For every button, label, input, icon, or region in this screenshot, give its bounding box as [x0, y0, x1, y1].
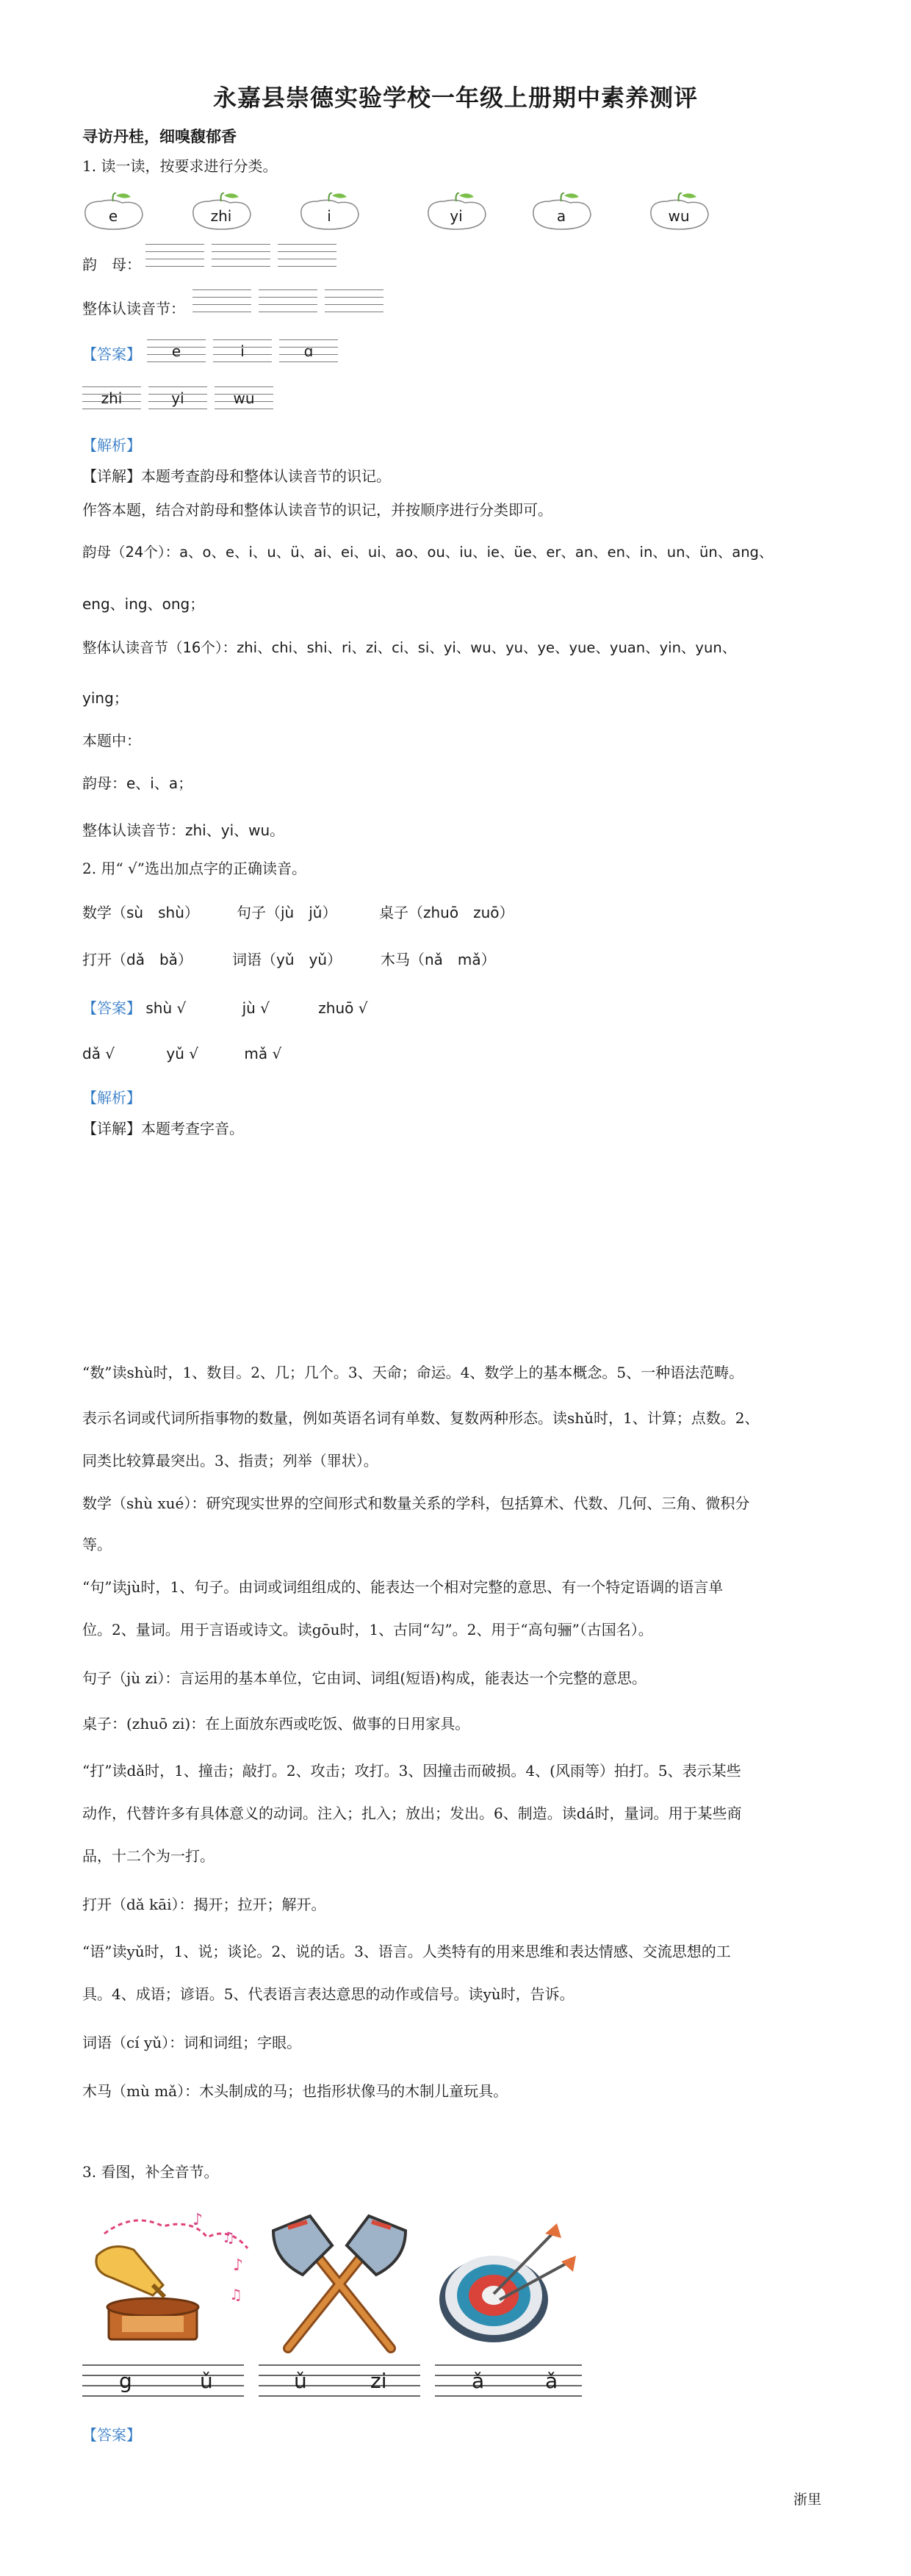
pinyin-letter: ǎ: [472, 2369, 485, 2393]
pinyin-blank[interactable]: [212, 244, 270, 266]
apple-label: a: [556, 207, 566, 225]
pinyin-letter: ǔ: [200, 2369, 213, 2393]
pinyin-blank[interactable]: [145, 244, 204, 266]
answer-line: [82, 998, 367, 1018]
gramophone-picture: [82, 2204, 259, 2351]
q2-option[interactable]: 词语（yǔ yǔ）: [232, 951, 342, 968]
explanation-line: 品，十二个为一打。: [82, 1847, 215, 1865]
answer-value: yǔ √: [166, 1045, 199, 1062]
explanation-line: 本题中：: [82, 732, 141, 749]
explanation-line: 打开（dǎ kāi）：揭开；拉开；解开。: [82, 1896, 326, 1913]
answer-tag: 【答案】: [82, 345, 141, 363]
q1-prompt: 1. 读一读，按要求进行分类。: [82, 157, 278, 175]
pinyin-blank[interactable]: [278, 244, 336, 266]
answer-pinyin: wu: [233, 389, 255, 407]
explanation-line: 整体认读音节（16个）：zhi、chi、shi、ri、zi、ci、si、yi、wu、yu、ye、yue、yuan、yin、yun、: [82, 639, 737, 656]
pinyin-letter: zi: [370, 2369, 387, 2393]
label-yunmu: 韵 母：: [82, 256, 141, 273]
q2-option[interactable]: 桌子（zhuō zuō）: [379, 904, 514, 921]
apple-label: zhi: [210, 207, 232, 225]
svg-text:♫: ♫: [229, 2286, 242, 2303]
explanation-line: “数”读shù时，1、数目。2、几；几个。3、天命；命运。4、数学上的基本概念。5、一种语法范畴。: [82, 1364, 744, 1381]
explanation-line: 词语（cí yǔ）：词和词组；字眼。: [82, 2034, 302, 2051]
explanation-line: 表示名词或代词所指事物的数量，例如英语名词有单数、复数两种形态。读shǔ时，1、计算；点数。2、: [82, 1409, 760, 1427]
apple-card: [79, 193, 147, 232]
apple-card: [422, 193, 490, 232]
apple-card: [527, 193, 595, 232]
explanation-line: 句子（jù zi）：言运用的基本单位，它由词、词组(短语)构成，能表达一个完整的意思。: [82, 1669, 647, 1687]
answer-pinyin: zhi: [101, 389, 123, 407]
apple-label: yi: [450, 207, 463, 225]
detail-tag: 【详解】: [82, 1120, 141, 1137]
svg-text:♪: ♪: [233, 2256, 244, 2275]
answer-pinyin: ɑ: [303, 342, 314, 360]
pinyin-letter: ǔ: [294, 2369, 307, 2393]
explanation-line: 等。: [82, 1536, 112, 1553]
explanation-line: 木马（mù mǎ）：木头制成的马；也指形状像马的木制儿童玩具。: [82, 2082, 508, 2100]
apple-card: [645, 193, 713, 232]
analysis-tag: 【解析】: [82, 1089, 141, 1107]
detail-line: [82, 466, 391, 486]
page-title: 永嘉县崇德实验学校一年级上册期中素养测评: [212, 84, 698, 112]
explanation-line: 数学（shù xué）：研究现实世界的空间形式和数量关系的学科，包括算术、代数、几何、三角、微积分: [82, 1494, 750, 1512]
answer-grid[interactable]: [259, 2364, 420, 2395]
answer-grid: [147, 339, 206, 361]
detail-line: [82, 1118, 244, 1139]
analysis-tag: 【解析】: [82, 436, 141, 454]
answer-grid: [148, 386, 207, 409]
answer-value: shù √: [145, 999, 187, 1017]
svg-text:♪: ♪: [192, 2211, 204, 2229]
apple-card: [187, 193, 255, 232]
answer-line: [82, 1043, 281, 1064]
answer-grid: [213, 339, 272, 361]
pinyin-letter: g: [119, 2369, 132, 2393]
q2-prompt: 2. 用“ √”选出加点字的正确读音。: [82, 860, 306, 877]
explanation-line: eng、ing、ong；: [82, 595, 205, 613]
answer-pinyin: yi: [171, 389, 184, 407]
answer-grid: [82, 386, 141, 409]
answer-value: mǎ √: [244, 1045, 282, 1062]
pinyin-blank[interactable]: [192, 289, 251, 312]
section-heading: 寻访丹桂，细嗅馥郁香: [82, 127, 237, 145]
apple-label: i: [327, 207, 331, 225]
q2-option[interactable]: 打开（dǎ bǎ）: [82, 951, 192, 968]
explanation-line: 韵母：e、i、a；: [82, 774, 193, 792]
answer-pinyin: e: [171, 342, 181, 360]
answer-grid: [215, 386, 273, 409]
archery-target-picture: [428, 2204, 582, 2351]
pinyin-blank[interactable]: [325, 289, 384, 312]
crossed-axes-picture: [259, 2209, 420, 2356]
apple-label: e: [108, 207, 118, 225]
answer-tag: 【答案】: [82, 999, 141, 1017]
answer-value: zhuō √: [318, 999, 368, 1017]
explanation-line: 韵母（24个）：a、o、e、i、u、ü、ai、ei、ui、ao、ou、iu、ie、üe、er、an、en、in、un、ün、ang、: [82, 544, 774, 561]
footer-mark: 浙里: [793, 2492, 822, 2508]
explanation-line: “语”读yǔ时，1、说；谈论。2、说的话。3、语言。人类特有的用来思维和表达情感、交流思想的工: [82, 1943, 731, 1960]
answer-value: jù √: [242, 999, 270, 1017]
explanation-line: 桌子：(zhuō zi)：在上面放东西或吃饭、做事的日用家具。: [82, 1715, 470, 1733]
detail-text: 本题考查字音。: [141, 1120, 244, 1137]
answer-grid[interactable]: [82, 2364, 244, 2395]
q2-option[interactable]: 木马（nǎ mǎ）: [381, 951, 496, 968]
answer-grid[interactable]: [435, 2364, 582, 2395]
answer-grid: [279, 339, 338, 361]
q3-prompt: 3. 看图，补全音节。: [82, 2163, 219, 2181]
svg-text:♫: ♫: [222, 2228, 235, 2246]
detail-tag: 【详解】: [82, 467, 141, 485]
explanation-line: 位。2、量词。用于言语或诗文。读gōu时，1、古同“勾”。2、用于“高句骊”（古国名）。: [82, 1621, 653, 1638]
explanation-line: 动作，代替许多有具体意义的动词。注入；扎入；放出；发出。6、制造。读dá时，量词。用于某些商: [82, 1805, 742, 1822]
explanation-line: “句”读jù时，1、句子。由词或词组组成的、能表达一个相对完整的意思、有一个特定语调的语言单: [82, 1578, 724, 1596]
explanation-line: 作答本题，结合对韵母和整体认读音节的识记，并按顺序进行分类即可。: [82, 501, 552, 519]
explanation-line: 具。4、成语；谚语。5、代表语言表达意思的动作或信号。读yù时，告诉。: [82, 1985, 575, 2003]
pinyin-blank[interactable]: [259, 289, 317, 312]
answer-tag: 【答案】: [82, 2426, 141, 2444]
label-zhengti: 整体认读音节：: [82, 300, 185, 317]
pinyin-letter: ǎ: [545, 2369, 558, 2393]
explanation-line: “打”读dǎ时，1、撞击；敲打。2、攻击；攻打。3、因撞击而破损。4、(风雨等）拍打。5、表示某些: [82, 1762, 741, 1780]
answer-value: dǎ √: [82, 1045, 115, 1062]
apple-label: wu: [668, 207, 690, 225]
apple-card: [295, 193, 363, 232]
q2-option[interactable]: 句子（jù jǔ）: [237, 904, 337, 921]
q2-option[interactable]: 数学（sù shù）: [82, 904, 199, 921]
answer-pinyin: i: [240, 342, 245, 360]
explanation-line: 同类比较算最突出。3、指责；列举（罪状）。: [82, 1452, 378, 1469]
detail-text: 本题考查韵母和整体认读音节的识记。: [141, 467, 391, 485]
explanation-line: ying；: [82, 689, 129, 707]
explanation-line: 整体认读音节：zhi、yi、wu。: [82, 821, 285, 839]
